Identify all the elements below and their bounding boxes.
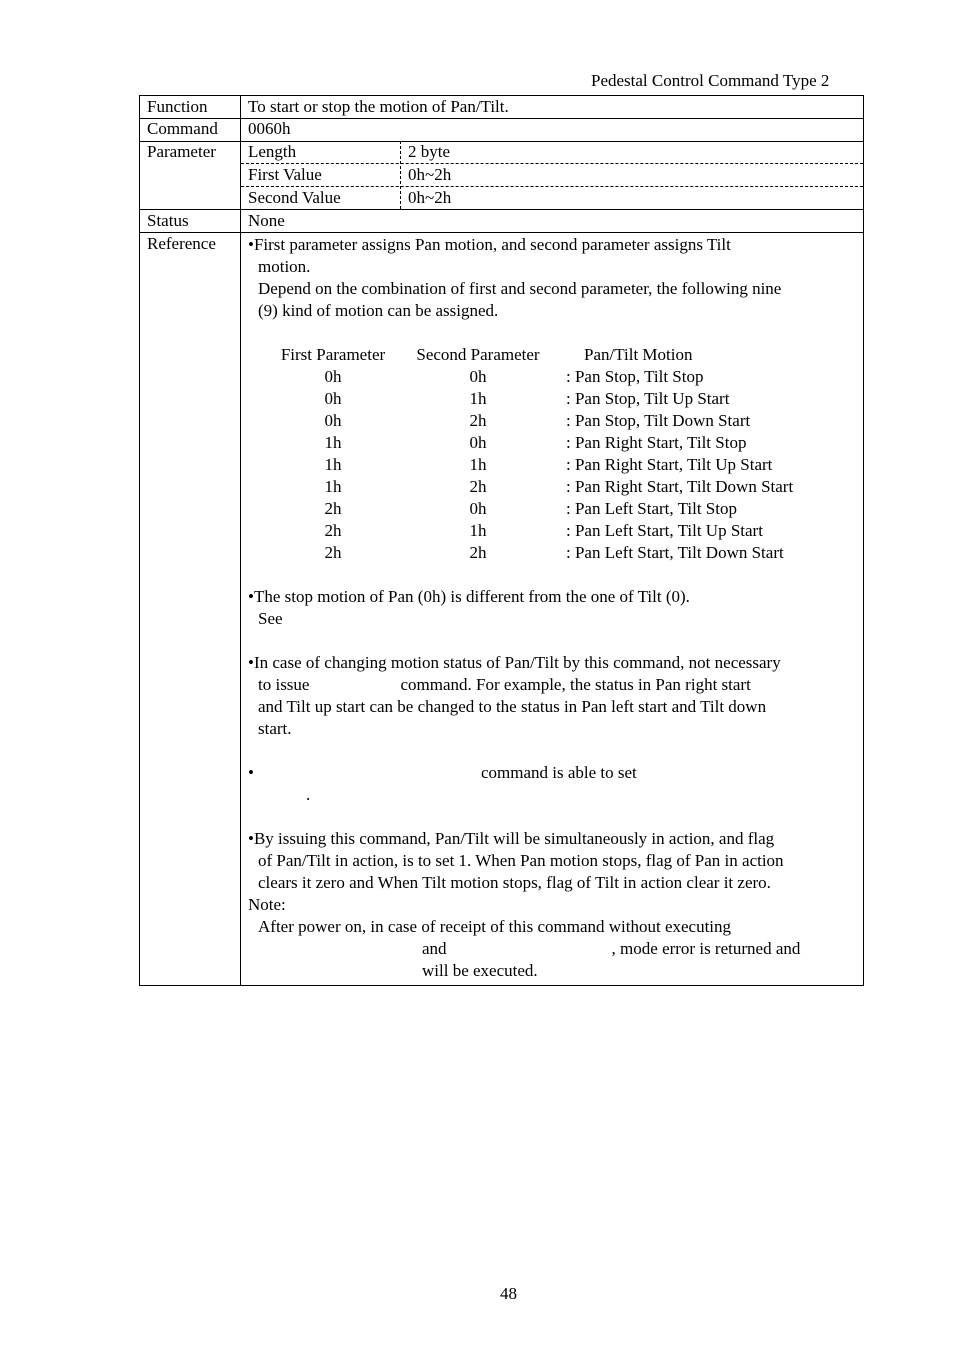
ref-text: to issue (258, 675, 310, 694)
table-cell-motion: : Pan Left Start, Tilt Stop (566, 499, 737, 518)
ref-text: •First parameter assigns Pan motion, and second parameter assigns Tilt (248, 235, 731, 254)
ref-text: start. (258, 719, 292, 738)
table-cell-second: 2h (469, 477, 487, 496)
row-divider (140, 232, 863, 233)
ref-text: command is able to set (480, 763, 637, 782)
ref-text: (9) kind of motion can be assigned. (258, 301, 499, 320)
command-value: 0060h (248, 119, 291, 138)
ref-text: See (258, 609, 283, 628)
ref-text: of Pan/Tilt in action, is to set 1. When Pan motion stops, flag of Pan in action (258, 851, 784, 870)
table-cell-motion: : Pan Stop, Tilt Up Start (566, 389, 730, 408)
table-cell-motion: : Pan Left Start, Tilt Up Start (566, 521, 763, 540)
table-header-first-parameter: First Parameter (280, 345, 386, 364)
parameter-label: Parameter (147, 142, 216, 161)
parameter-first-value-label: First Value (248, 165, 322, 184)
ref-text: command. For example, the status in Pan right start (400, 675, 751, 694)
table-cell-first: 0h (324, 411, 342, 430)
parameter-column-divider (400, 141, 401, 209)
ref-text: •In case of changing motion status of Pan/Tilt by this command, not necessary (248, 653, 781, 672)
table-cell-first: 0h (324, 367, 342, 386)
ref-text: clears it zero and When Tilt motion stops, flag of Tilt in action clear it zero. (258, 873, 771, 892)
motion-combination-table (248, 344, 858, 564)
ref-text (248, 784, 858, 806)
status-value: None (248, 211, 285, 230)
page-header: Pedestal Control Command Type 2 (591, 71, 830, 90)
table-cell-second: 1h (469, 521, 487, 540)
table-cell-second: 0h (469, 433, 487, 452)
ref-text: and (422, 939, 447, 958)
command-label: Command (147, 119, 218, 138)
ref-text: After power on, in case of receipt of this command without executing (258, 917, 732, 936)
ref-text (248, 762, 858, 784)
ref-text: will be executed. (422, 961, 538, 980)
function-value: To start or stop the motion of Pan/Tilt. (248, 97, 509, 116)
ref-text: Depend on the combination of first and second parameter, the following nine (258, 279, 782, 298)
table-cell-first: 0h (324, 389, 342, 408)
status-label: Status (147, 211, 189, 230)
table-cell-second: 1h (469, 455, 487, 474)
ref-text (248, 674, 858, 696)
table-cell-second: 2h (469, 543, 487, 562)
table-cell-second: 1h (469, 389, 487, 408)
table-cell-second: 0h (469, 499, 487, 518)
reference-label: Reference (147, 234, 216, 253)
parameter-second-value-label: Second Value (248, 188, 341, 207)
table-cell-second: 0h (469, 367, 487, 386)
column-divider (240, 96, 241, 985)
ref-text: •By issuing this command, Pan/Tilt will be simultaneously in action, and flag (248, 829, 775, 848)
ref-text (248, 960, 858, 982)
bullet: • (248, 763, 254, 782)
parameter-first-value: 0h~2h (408, 165, 452, 184)
parameter-length-label: Length (248, 142, 297, 161)
table-cell-first: 2h (324, 499, 342, 518)
table-cell-motion: : Pan Right Start, Tilt Up Start (566, 455, 773, 474)
table-cell-second: 2h (469, 411, 487, 430)
parameter-divider (241, 163, 863, 164)
ref-text: . (306, 785, 311, 804)
command-spec-table (139, 95, 864, 986)
ref-text: motion. (258, 257, 311, 276)
note-label: Note: (248, 895, 286, 914)
table-cell-first: 1h (324, 455, 342, 474)
parameter-length-value: 2 byte (408, 142, 451, 161)
table-cell-motion: : Pan Stop, Tilt Stop (566, 367, 704, 386)
table-cell-first: 2h (324, 521, 342, 540)
ref-text: , mode error is returned and (611, 939, 801, 958)
table-cell-first: 1h (324, 433, 342, 452)
reference-content (248, 234, 858, 982)
parameter-second-value: 0h~2h (408, 188, 452, 207)
table-cell-first: 1h (324, 477, 342, 496)
table-cell-motion: : Pan Left Start, Tilt Down Start (566, 543, 784, 562)
ref-text: and Tilt up start can be changed to the status in Pan left start and Tilt down (258, 697, 767, 716)
table-cell-motion: : Pan Right Start, Tilt Down Start (566, 477, 794, 496)
table-cell-first: 2h (324, 543, 342, 562)
page-number: 48 (500, 1284, 517, 1303)
function-label: Function (147, 97, 208, 116)
table-header-second-parameter: Second Parameter (416, 345, 540, 364)
ref-text (248, 938, 858, 960)
table-cell-motion: : Pan Stop, Tilt Down Start (566, 411, 751, 430)
table-cell-motion: : Pan Right Start, Tilt Stop (566, 433, 747, 452)
ref-text: •The stop motion of Pan (0h) is different from the one of Tilt (0). (248, 587, 690, 606)
table-header-motion: Pan/Tilt Motion (584, 345, 693, 364)
